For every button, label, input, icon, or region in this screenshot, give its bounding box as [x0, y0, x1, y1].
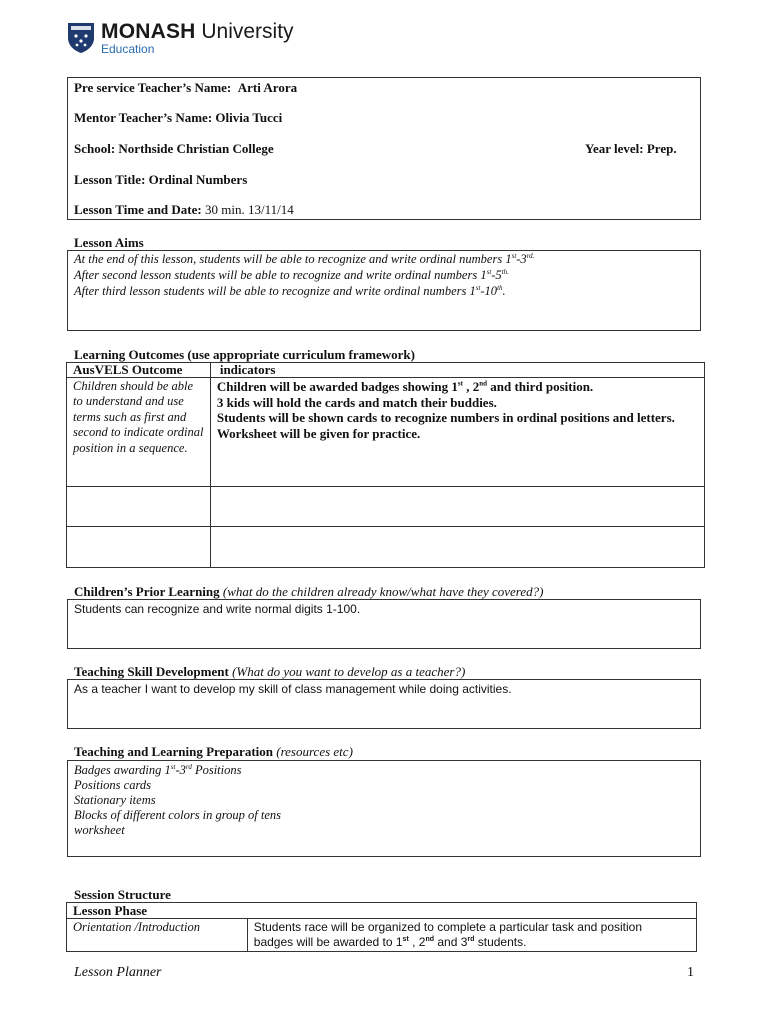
indicator-1: Children will be awarded badges showing 1st , 2nd and third position. — [216, 379, 594, 394]
footer-title: Lesson Planner — [74, 965, 162, 980]
indicator-4: Worksheet will be given for practice. — [216, 425, 421, 441]
table-row — [67, 378, 705, 487]
phase-description: Students race will be organized to complete a particular task and position badges will be awarded to 1st , 2nd and 3rd students. — [247, 919, 696, 952]
page-number: 1 — [687, 965, 694, 980]
year-level: Year level: Prep. — [585, 141, 677, 156]
prior-learning-text: Students can recognize and write normal digits 1-100. — [74, 602, 361, 616]
session-heading: Session Structure — [74, 887, 171, 902]
outcome-col-header: AusVELS Outcome — [67, 363, 211, 378]
crest-icon — [67, 22, 95, 54]
lesson-aims-heading: Lesson Aims — [74, 235, 144, 250]
indicators-col-header: indicators — [210, 363, 704, 378]
indicator-2: 3 kids will hold the cards and match their buddies. — [216, 394, 497, 410]
lesson-title-row: Lesson Title: Ordinal Numbers — [74, 172, 248, 187]
preservice-row: Pre service Teacher’s Name: Arti Arora — [74, 80, 298, 95]
aim-line-3: After third lesson students will be able to recognize and write ordinal numbers 1st-10th. — [74, 283, 506, 298]
aim-line-1: At the end of this lesson, students will be able to recognize and write ordinal numbers $1st-3^{rd.}$ — [74, 251, 535, 266]
phase-header: Lesson Phase — [67, 903, 697, 919]
outcomes-heading: Learning Outcomes (use appropriate curriculum framework) — [74, 347, 415, 362]
table-row — [67, 527, 705, 568]
indicators-cell — [210, 378, 704, 487]
table-row — [67, 903, 697, 919]
table-row — [67, 487, 705, 527]
prep-item-3: Stationary items — [74, 793, 156, 807]
mentor-row: Mentor Teacher’s Name: Olivia Tucci — [74, 110, 283, 125]
school-row: School: Northside Christian College — [74, 141, 274, 156]
skill-heading: Teaching Skill Development (What do you want to develop as a teacher?) — [74, 664, 466, 679]
faculty-name: Education — [101, 42, 155, 56]
lesson-time-row: Lesson Time and Date: 30 min. 13/11/14 — [74, 202, 294, 217]
aim-line-2: After second lesson students will be able to recognize and write ordinal numbers $1st-5^{th.}$ — [74, 267, 509, 282]
prep-item-1: Badges awarding 1st-3rd Positions — [74, 762, 242, 777]
phase-name: Orientation /Introduction — [67, 919, 248, 952]
prep-item-4: Blocks of different colors in group of tens — [74, 808, 282, 822]
table-row — [67, 919, 697, 952]
indicator-3: Students will be shown cards to recognize numbers in ordinal positions and letters. — [216, 410, 675, 426]
session-table — [66, 902, 697, 952]
outcomes-table — [66, 362, 705, 568]
prior-learning-heading: Children’s Prior Learning (what do the children already know/what have they covered?) — [74, 584, 544, 599]
prep-item-5: worksheet — [74, 823, 125, 837]
prep-item-2: Positions cards — [74, 778, 151, 792]
outcome-cell: Children should be able to understand and use terms such as first and second to indicate ordinal position in a sequence. — [67, 378, 211, 487]
university-name: MONASH University — [101, 20, 294, 43]
skill-text: As a teacher I want to develop my skill of class management while doing activities. — [74, 682, 512, 696]
preparation-heading: Teaching and Learning Preparation (resources etc) — [74, 744, 353, 759]
table-row — [67, 363, 705, 378]
